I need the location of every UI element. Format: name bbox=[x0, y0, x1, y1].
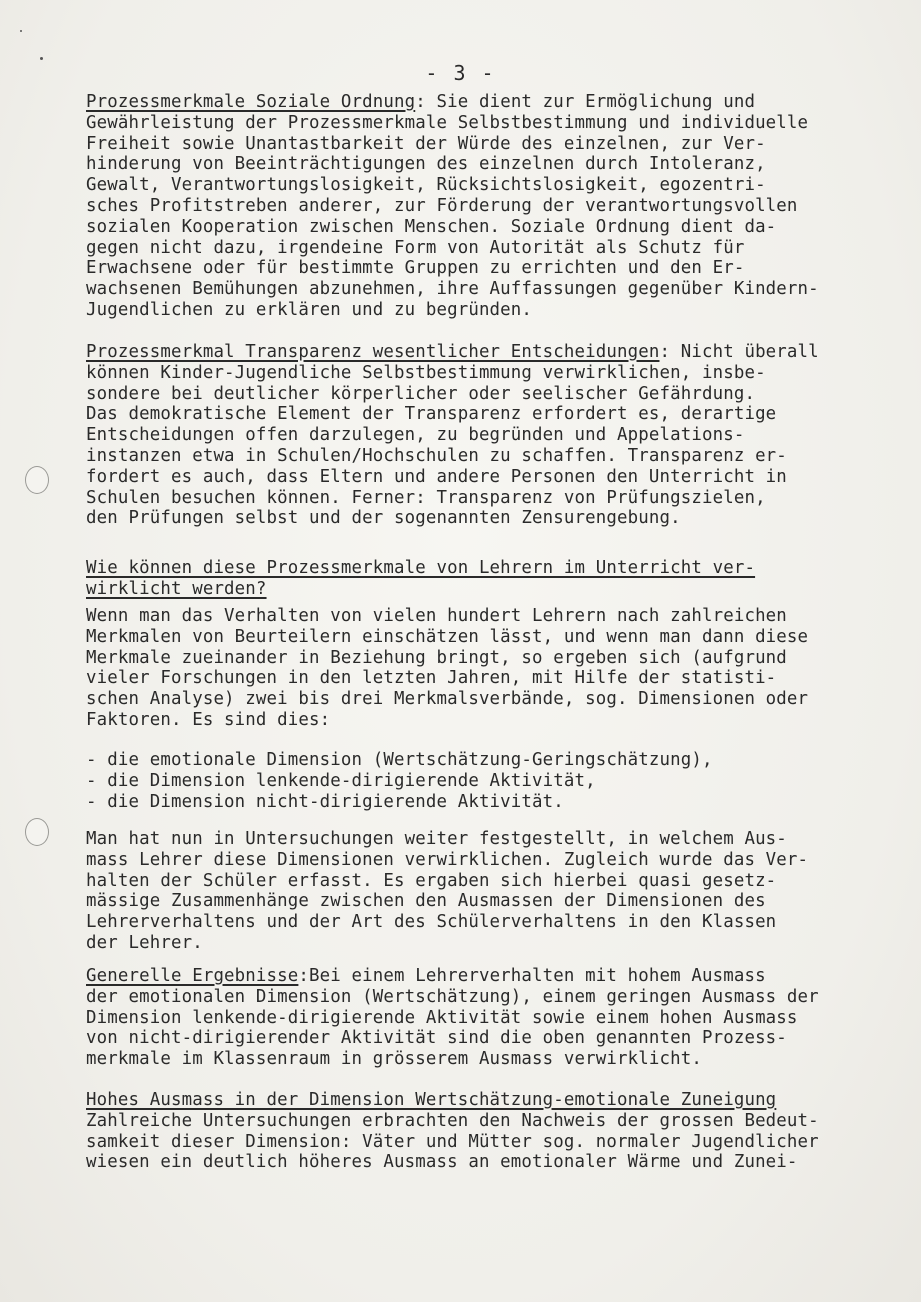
text-run: sozialen Kooperation zwischen Menschen. Soziale Ordnung dient da- bbox=[86, 216, 777, 237]
text-line bbox=[86, 648, 787, 668]
text-line bbox=[86, 1090, 776, 1110]
text-line bbox=[86, 912, 776, 932]
text-line bbox=[86, 933, 203, 953]
text-line bbox=[86, 175, 766, 195]
text-run: können Kinder-Jugendliche Selbstbestimmung verwirklichen, insbe- bbox=[86, 362, 766, 383]
text-line bbox=[86, 300, 532, 320]
text-line bbox=[86, 342, 819, 362]
text-run: Merkmalen von Beurteilern einschätzen lässt, und wenn man dann diese bbox=[86, 626, 809, 647]
text-line bbox=[86, 1008, 798, 1028]
text-run: Man hat nun in Untersuchungen weiter festgestellt, in welchem Aus- bbox=[86, 829, 787, 849]
text-run: Freiheit sowie Unantastbarkeit der Würde des einzelnen, zur Ver- bbox=[86, 133, 766, 154]
paper-speck bbox=[40, 57, 43, 60]
text-run: - die Dimension nicht-dirigierende Aktivität. bbox=[86, 791, 564, 812]
text-line bbox=[86, 363, 766, 383]
text-run: Jugendlichen zu erklären und zu begründen. bbox=[86, 300, 533, 320]
text-line bbox=[86, 966, 766, 986]
text-run: Lehrerverhaltens und der Art des Schülerverhaltens in den Klassen bbox=[86, 912, 777, 933]
text-run: vieler Forschungen in den letzten Jahren, mit Hilfe der statisti- bbox=[86, 668, 777, 689]
text-line bbox=[86, 279, 819, 299]
text-line bbox=[86, 1028, 787, 1048]
underlined-heading: wirklicht werden? bbox=[86, 578, 267, 599]
text-run: halten der Schüler erfasst. Es ergaben sich hierbei quasi gesetz- bbox=[86, 870, 777, 891]
text-line bbox=[86, 710, 330, 730]
text-run: wiesen ein deutlich höheres Ausmass an emotionaler Wärme und Zunei- bbox=[86, 1152, 798, 1173]
text-run: - die Dimension lenkende-dirigierende Aktivität, bbox=[86, 770, 596, 791]
text-run: samkeit dieser Dimension: Väter und Mütter sog. normaler Jugendlicher bbox=[86, 1131, 819, 1152]
text-line bbox=[86, 750, 713, 770]
text-run: der Lehrer. bbox=[86, 933, 203, 953]
text-run: :Bei einem Lehrerverhalten mit hohem Ausmass bbox=[298, 966, 766, 986]
text-run: von nicht-dirigierender Aktivität sind die oben genannten Prozess- bbox=[86, 1028, 787, 1049]
text-run: - die emotionale Dimension (Wertschätzung-Geringschätzung), bbox=[86, 750, 713, 770]
text-run: mässige Zusammenhänge zwischen den Ausmassen der Dimensionen des bbox=[86, 891, 766, 912]
text-line bbox=[86, 446, 787, 466]
text-run: Wenn man das Verhalten von vielen hundert Lehrern nach zahlreichen bbox=[86, 606, 787, 626]
underlined-heading: Generelle Ergebnisse bbox=[86, 966, 299, 986]
text-run: Zahlreiche Untersuchungen erbrachten den Nachweis der grossen Bedeut- bbox=[86, 1110, 819, 1131]
text-run: Gewalt, Verantwortungslosigkeit, Rücksichtslosigkeit, egozentri- bbox=[86, 175, 766, 196]
text-line bbox=[86, 1132, 819, 1152]
text-line bbox=[86, 154, 766, 174]
text-run: merkmale im Klassenraum in grösserem Ausmass verwirklicht. bbox=[86, 1049, 702, 1070]
text-run: Gewährleistung der Prozessmerkmale Selbstbestimmung und individuelle bbox=[86, 112, 809, 133]
text-line bbox=[86, 627, 808, 647]
text-run: : Sie dient zur Ermöglichung und bbox=[415, 92, 756, 112]
text-line bbox=[86, 829, 787, 849]
text-run: : Nicht überall bbox=[659, 342, 819, 362]
text-run: instanzen etwa in Schulen/Hochschulen zu schaffen. Transparenz er- bbox=[86, 446, 787, 466]
text-run: Erwachsene oder für bestimmte Gruppen zu errichten und den Er- bbox=[86, 258, 745, 279]
underlined-heading: Prozessmerkmale Soziale Ordnung bbox=[86, 92, 416, 112]
text-line bbox=[86, 891, 766, 911]
text-run: schen Analyse) zwei bis drei Merkmalsverbände, sog. Dimensionen oder bbox=[86, 689, 809, 710]
text-line bbox=[86, 258, 744, 278]
text-line bbox=[86, 558, 755, 578]
text-run: sondere bei deutlicher körperlicher oder seelischer Gefährdung. bbox=[86, 383, 756, 404]
text-line bbox=[86, 987, 819, 1007]
text-line bbox=[86, 488, 766, 508]
underlined-heading: Prozessmerkmal Transparenz wesentlicher Entscheidungen bbox=[86, 342, 660, 362]
text-run: Faktoren. Es sind dies: bbox=[86, 710, 331, 730]
punch-hole-lower bbox=[25, 818, 49, 846]
text-line bbox=[86, 1049, 702, 1069]
text-line bbox=[86, 606, 787, 626]
page-number: - 3 - bbox=[425, 61, 496, 85]
text-line bbox=[86, 579, 267, 599]
text-line bbox=[86, 134, 766, 154]
text-line bbox=[86, 689, 808, 709]
paper-speck bbox=[20, 30, 22, 32]
text-line bbox=[86, 404, 776, 424]
text-run: hinderung von Beeinträchtigungen des einzelnen durch Intoleranz, bbox=[86, 154, 766, 175]
text-line bbox=[86, 1152, 798, 1172]
text-run: fordert es auch, dass Eltern und andere Personen den Unterricht in bbox=[86, 466, 787, 487]
text-run: sches Profitstreben anderer, zur Förderung der verantwortungsvollen bbox=[86, 196, 798, 216]
text-line bbox=[86, 217, 776, 237]
text-run: Das demokratische Element der Transparenz erfordert es, derartige bbox=[86, 404, 777, 425]
text-line bbox=[86, 668, 776, 688]
text-line bbox=[86, 467, 787, 487]
text-line bbox=[86, 850, 808, 870]
text-line bbox=[86, 425, 744, 445]
text-line bbox=[86, 871, 776, 891]
text-run: Dimension lenkende-dirigierende Aktivität sowie einem hohen Ausmass bbox=[86, 1007, 798, 1028]
text-run: Merkmale zueinander in Beziehung bringt, so ergeben sich (aufgrund bbox=[86, 647, 787, 668]
text-run: Schulen besuchen können. Ferner: Transparenz von Prüfungszielen, bbox=[86, 487, 766, 508]
text-run: der emotionalen Dimension (Wertschätzung), einem geringen Ausmass der bbox=[86, 986, 819, 1007]
text-line bbox=[86, 771, 596, 791]
text-run: den Prüfungen selbst und der sogenannten Zensurengebung. bbox=[86, 508, 681, 529]
underlined-heading: Wie können diese Prozessmerkmale von Lehrern im Unterricht ver- bbox=[86, 558, 756, 578]
underlined-heading: Hohes Ausmass in der Dimension Wertschätzung-emotionale Zuneigung bbox=[86, 1090, 777, 1110]
text-line bbox=[86, 113, 808, 133]
text-line bbox=[86, 238, 744, 258]
punch-hole-upper bbox=[25, 466, 49, 494]
text-line bbox=[86, 508, 681, 528]
text-run: gegen nicht dazu, irgendeine Form von Autorität als Schutz für bbox=[86, 237, 745, 258]
text-line bbox=[86, 384, 755, 404]
text-line bbox=[86, 792, 564, 812]
text-run: Entscheidungen offen darzulegen, zu begründen und Appelations- bbox=[86, 425, 745, 446]
text-run: wachsenen Bemühungen abzunehmen, ihre Auffassungen gegenüber Kindern- bbox=[86, 279, 819, 300]
text-line bbox=[86, 1111, 819, 1131]
text-line bbox=[86, 92, 755, 112]
text-line bbox=[86, 196, 798, 216]
text-run: mass Lehrer diese Dimensionen verwirklichen. Zugleich wurde das Ver- bbox=[86, 849, 809, 870]
